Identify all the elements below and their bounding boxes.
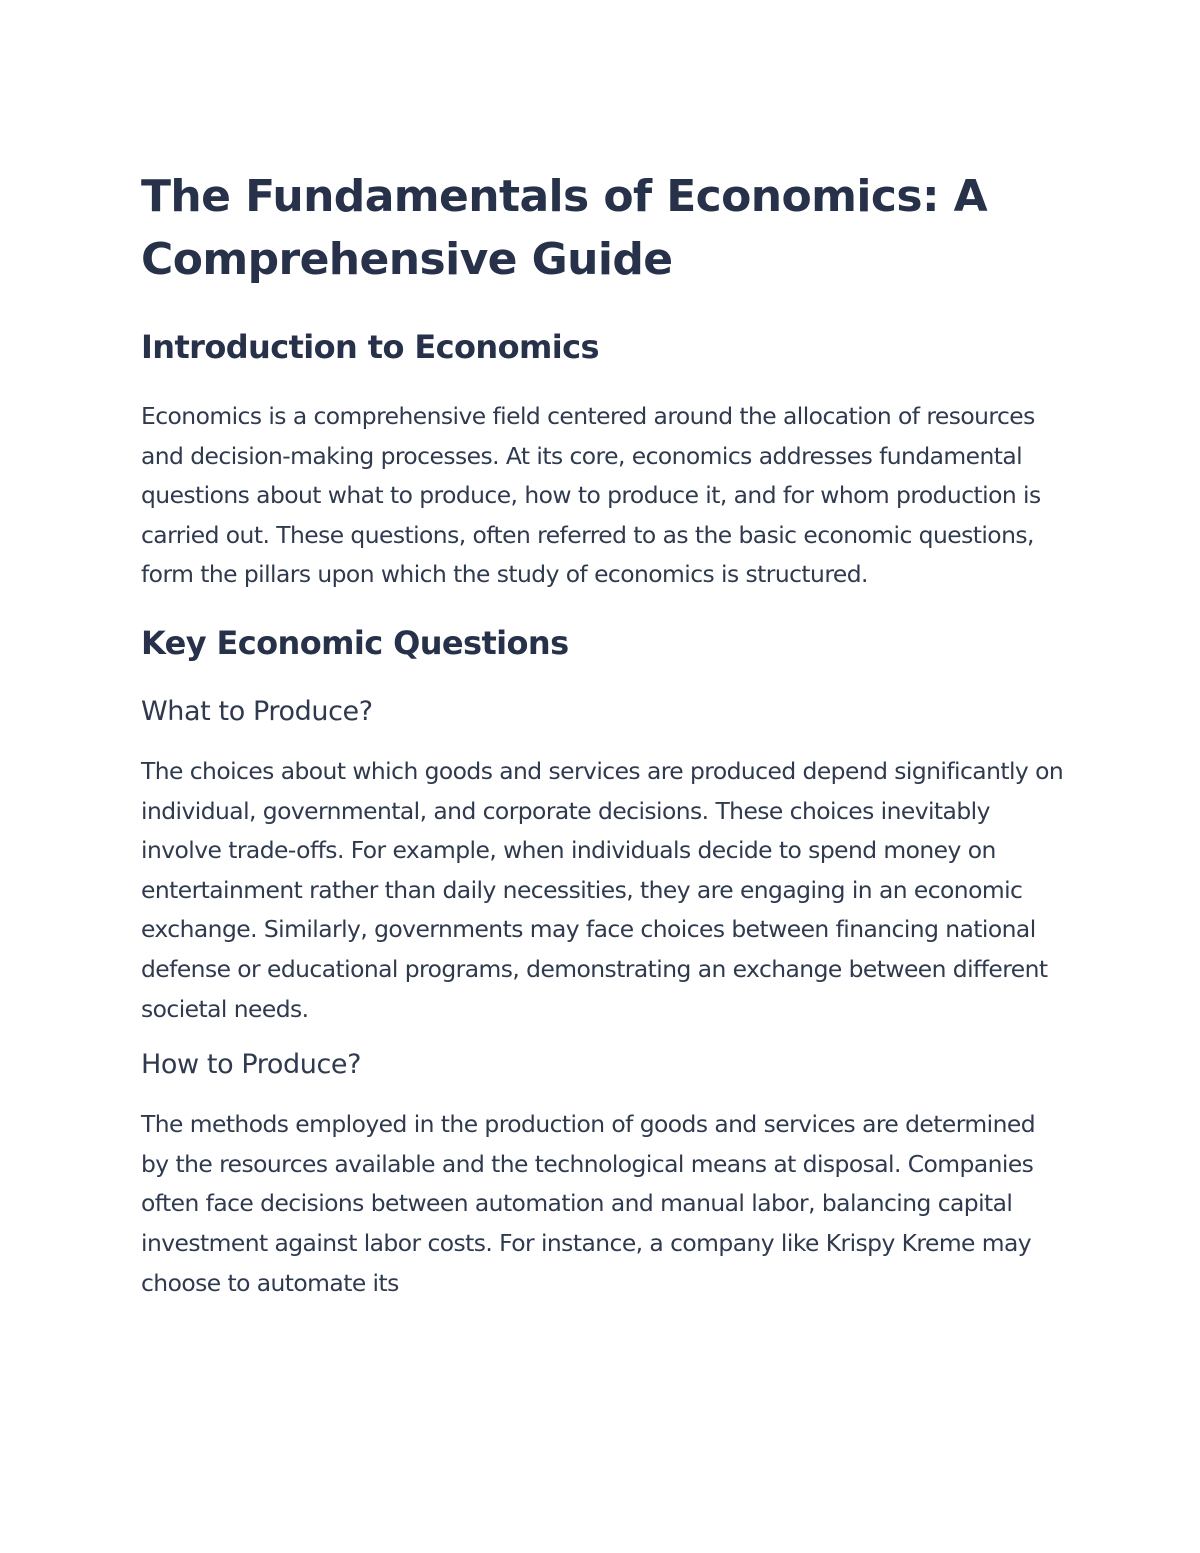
- what-to-produce-paragraph: The choices about which goods and services are produced depend significantly on individual, governmental, and corporate decisions. These choices inevitably involve trade-offs. For example, when individuals decide to spend money on entertainment rather than daily necessities, they are engaging in an economic exchange. Similarly, governments may face choices between financing national defense or educational programs, demonstrating an exchange between different societal needs.: [141, 756, 1064, 1023]
- document-page: [141, 165, 1066, 1303]
- introduction-paragraph: Economics is a comprehensive field centered around the allocation of resources and decision-making processes. At its core, economics addresses fundamental questions about what to produce, how to produce it, and for whom production is carried out. These questions, often referred to as the basic economic questions, form the pillars upon which the study of economics is structured.: [141, 402, 1041, 589]
- how-to-produce-paragraph: The methods employed in the production of goods and services are determined by the resources available and the technological means at disposal. Companies often face decisions between automation and manual labor, balancing capital investment against labor costs. For instance, a company like Krispy Kreme may choose to automate its: [141, 1110, 1035, 1297]
- document-title: The Fundamentals of Economics: A Comprehensive Guide: [141, 171, 988, 285]
- section-heading-introduction: Introduction to Economics: [141, 328, 599, 366]
- subsection-heading-how-to-produce: How to Produce?: [141, 1049, 362, 1081]
- section-heading-key-questions: Key Economic Questions: [141, 623, 569, 662]
- subsection-heading-what-to-produce: What to Produce?: [141, 695, 373, 727]
